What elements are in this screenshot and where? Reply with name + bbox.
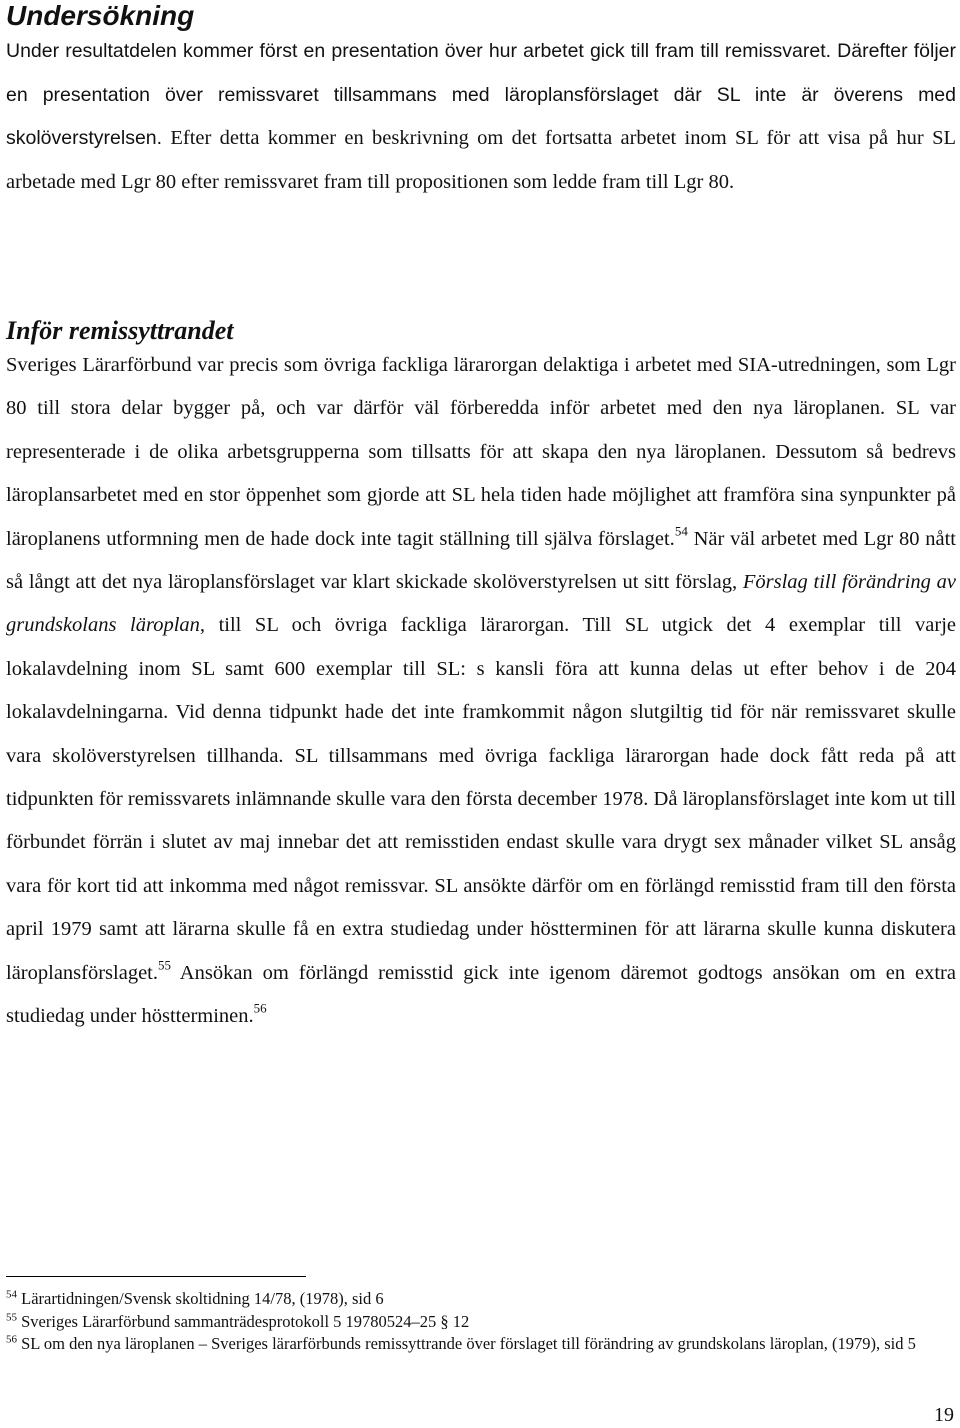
- subsection-heading: Inför remissyttrandet: [6, 316, 234, 345]
- footnote-number: 54: [6, 1288, 17, 1301]
- footnote: [6, 1333, 956, 1356]
- footnote-text: SL om den nya läroplanen – Sveriges lärarförbunds remissyttrande över förslaget till förändring av grundskolans läroplan, (1979), sid 5: [17, 1334, 916, 1354]
- footnote-text: Sveriges Lärarförbund sammanträdesprotokoll 5 19780524–25 § 12: [17, 1311, 470, 1331]
- footnote-ref-55[interactable]: 55: [158, 956, 171, 972]
- footnote-text: Lärartidningen/Svensk skoltidning 14/78, (1978), sid 6: [17, 1289, 384, 1308]
- body-text-4: Ansökan om förlängd remisstid gick inte igenom däremot godtogs ansökan om en extra studiedag under höstterminen.: [6, 961, 956, 1028]
- footnotes: [6, 1288, 956, 1356]
- body-text-3: , till SL och övriga fackliga lärarorgan. Till SL utgick det 4 exemplar till varje lokalavdelning inom SL samt 600 exemplar till SL: s kansli föra att kunna delas ut efter behov i de 204 lokalavdelningarna. Vid denna tidpunkt hade det inte framkommit någon slutgiltig tid för när remissvaret skulle vara skolöverstyrelsen tillhanda. SL tillsammans med övriga fackliga lärarorgan hade dock fått reda på att tidpunkten för remissvarets inlämnande skulle vara den första december 1978. Då läroplansförslaget inte kom ut till förbundet förrän i slutet av maj innebar det att remisstiden endast skulle vara drygt sex månader vilket SL ansåg vara för kort tid att inkomma med något remissvar. SL ansökte därför om en förlängd remisstid fram till den första april 1979 samt att lärarna skulle få en extra studiedag under höstterminen för att lärarna skulle kunna diskutera läroplansförslaget.: [6, 614, 956, 984]
- body-paragraph: [6, 344, 956, 1039]
- intro-paragraph: [6, 30, 956, 204]
- footnote-separator: [6, 1276, 306, 1277]
- intro-paragraph-text: Efter detta kommer en beskrivning om det fortsatta arbetet inom SL för att visa på hur SL arbetade med Lgr 80 efter remissvaret fram till propositionen som ledde fram till Lgr 80.: [6, 127, 956, 193]
- body-text-1: Sveriges Lärarförbund var precis som övriga fackliga lärarorgan delaktiga i arbetet med SIA-utredningen, som Lgr 80 till stora delar bygger på, och var därför väl förberedda inför arbetet med den nya läroplanen. SL var representerade i de olika arbetsgrupperna som tillsatts för att skapa den nya läroplanen. Dessutom så bedrevs läroplansarbetet med en stor öppenhet som gjorde att SL hela tiden hade möjlighet att framföra sina synpunkter på läroplanens utformning men de hade dock inte tagit ställning till själva förslaget.: [6, 354, 956, 550]
- footnote: [6, 1311, 956, 1334]
- section-heading: Undersökning: [6, 0, 195, 31]
- body-text-2: När väl arbetet med Lgr 80 nått så långt att det nya läroplansförslaget var klart skickade skolöverstyrelsen ut sitt förslag,: [6, 527, 956, 594]
- intro-paragraph-sans-text: Under resultatdelen kommer först en presentation över hur arbetet gick till fram till remissvaret. Därefter följer en presentation över remissvaret tillsammans med läroplansförslaget där SL inte är överens med skolöverstyrelsen.: [6, 40, 956, 149]
- page-number: 19: [934, 1404, 954, 1426]
- footnote-number: 56: [6, 1333, 17, 1346]
- footnote: [6, 1288, 956, 1311]
- footnote-number: 55: [6, 1311, 17, 1323]
- document-title-italic: Förslag till förändring av grundskolans läroplan: [6, 571, 957, 637]
- footnote-ref-56[interactable]: 56: [253, 1000, 267, 1016]
- footnote-ref-54[interactable]: 54: [674, 522, 688, 538]
